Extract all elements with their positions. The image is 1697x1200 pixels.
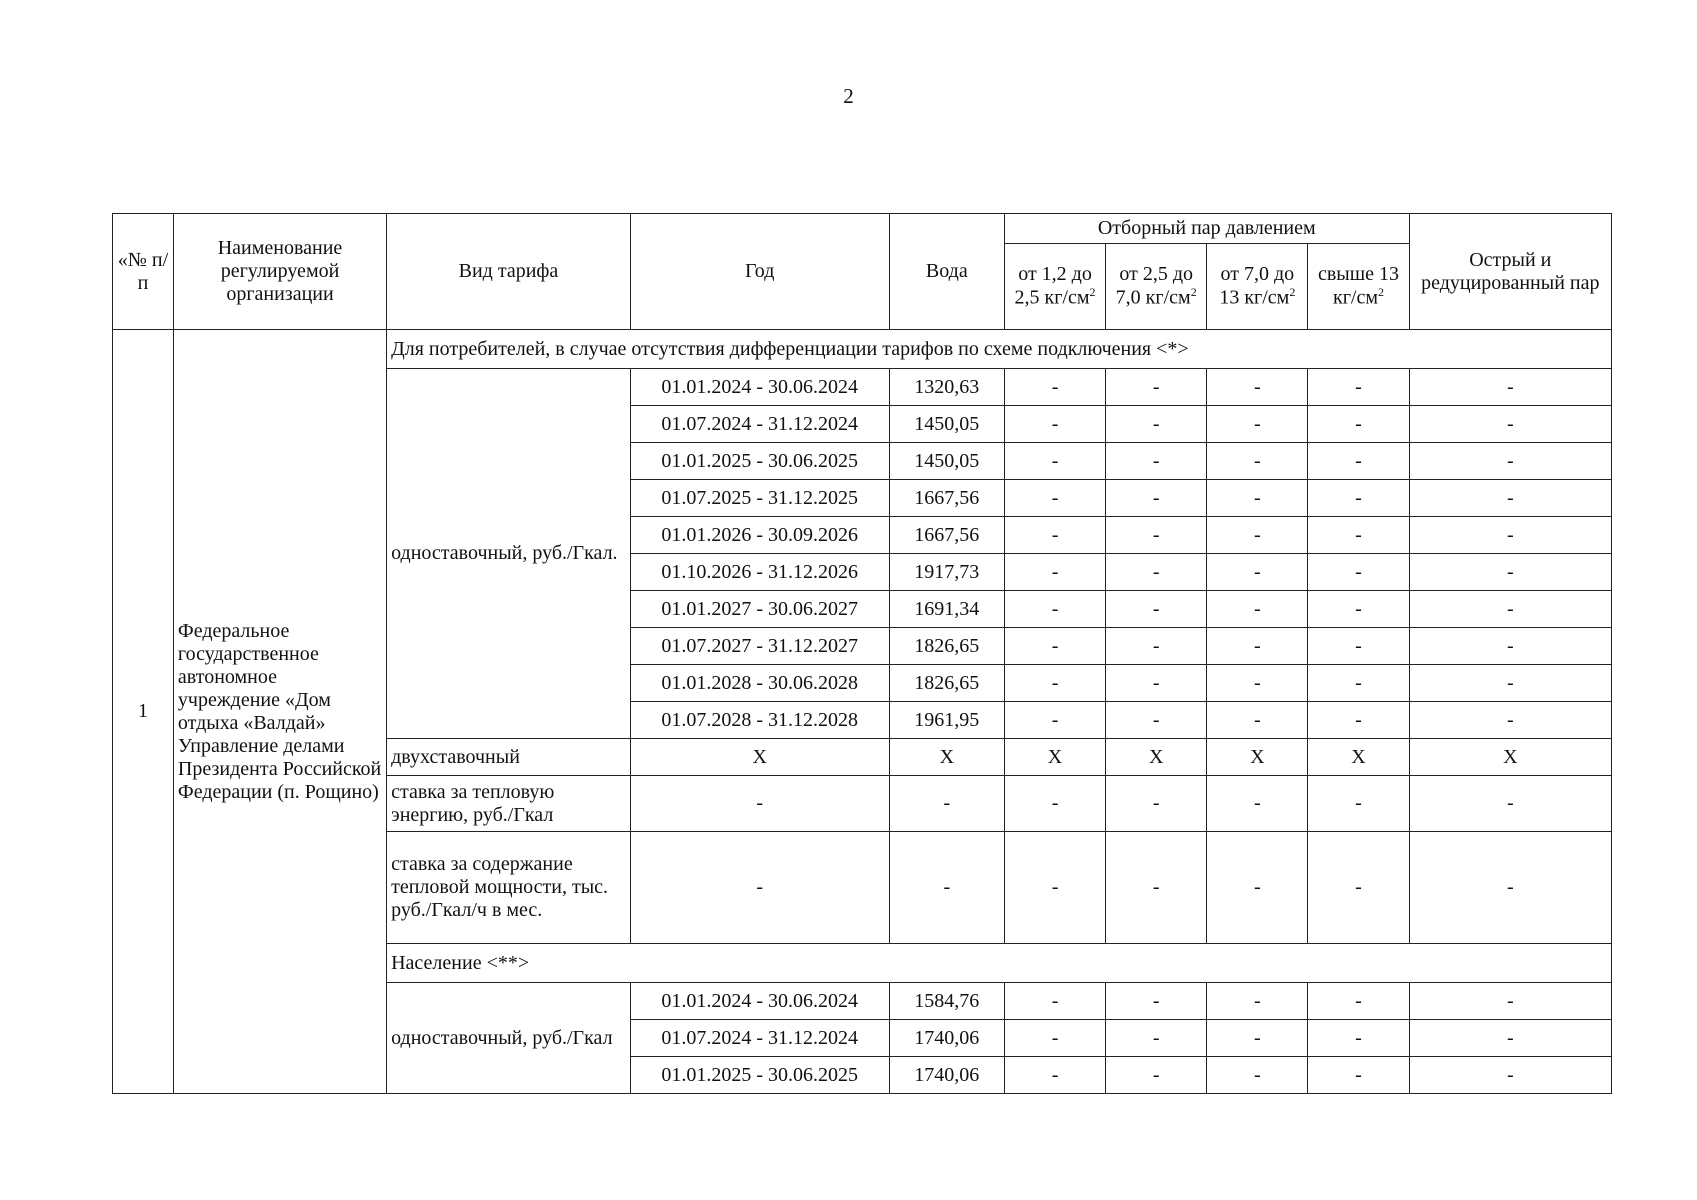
- period-cell: 01.01.2025 - 30.06.2025: [630, 1057, 889, 1094]
- cell-pressure-1: -: [1004, 1057, 1105, 1094]
- cell-pressure-1: -: [1004, 983, 1105, 1020]
- cell-pressure-1: -: [1004, 1020, 1105, 1057]
- period-cell: 01.01.2028 - 30.06.2028: [630, 665, 889, 702]
- cell-pressure-4: -: [1308, 406, 1409, 443]
- cell-sharp-steam: -: [1409, 983, 1611, 1020]
- cell-pressure-1: -: [1004, 665, 1105, 702]
- header-number: «№ п/п: [113, 214, 174, 330]
- water-value: 1667,56: [889, 480, 1004, 517]
- cell-pressure-4: -: [1308, 776, 1409, 832]
- cell-sharp-steam: -: [1409, 517, 1611, 554]
- cell-pressure-2: -: [1106, 554, 1207, 591]
- table-row: [113, 330, 1612, 369]
- x-mark: X: [1308, 739, 1409, 776]
- cell-pressure-4: -: [1308, 665, 1409, 702]
- cell-sharp-steam: -: [1409, 702, 1611, 739]
- cell-pressure-3: -: [1207, 480, 1308, 517]
- water-value: 1450,05: [889, 406, 1004, 443]
- period-cell: 01.07.2024 - 31.12.2024: [630, 1020, 889, 1057]
- cell-sharp-steam: -: [1409, 591, 1611, 628]
- period-cell: 01.01.2026 - 30.09.2026: [630, 517, 889, 554]
- cell-pressure-4: -: [1308, 443, 1409, 480]
- cell-pressure-4: -: [1308, 832, 1409, 944]
- cell-sharp-steam: -: [1409, 832, 1611, 944]
- water-value: 1961,95: [889, 702, 1004, 739]
- cell-pressure-3: -: [1207, 776, 1308, 832]
- cell-pressure-4: -: [1308, 554, 1409, 591]
- x-mark: X: [1106, 739, 1207, 776]
- cell-sharp-steam: -: [1409, 443, 1611, 480]
- cell-pressure-2: -: [1106, 665, 1207, 702]
- period-cell: 01.01.2027 - 30.06.2027: [630, 591, 889, 628]
- cell-pressure-2: -: [1106, 517, 1207, 554]
- cell-water: -: [889, 776, 1004, 832]
- period-cell: 01.01.2024 - 30.06.2024: [630, 369, 889, 406]
- header-steam-group: Отборный пар давлением: [1004, 214, 1409, 244]
- cell-pressure-1: -: [1004, 480, 1105, 517]
- cell-period: -: [630, 832, 889, 944]
- water-value: 1584,76: [889, 983, 1004, 1020]
- period-cell: 01.07.2028 - 31.12.2028: [630, 702, 889, 739]
- water-value: 1740,06: [889, 1020, 1004, 1057]
- header-tariff-type: Вид тарифа: [387, 214, 631, 330]
- cell-pressure-4: -: [1308, 1057, 1409, 1094]
- period-cell: 01.10.2026 - 31.12.2026: [630, 554, 889, 591]
- cell-pressure-3: -: [1207, 1020, 1308, 1057]
- cell-pressure-2: -: [1106, 832, 1207, 944]
- tariff-single-rate: одноставочный, руб./Гкал.: [387, 369, 631, 739]
- cell-pressure-3: -: [1207, 628, 1308, 665]
- cell-pressure-2: -: [1106, 369, 1207, 406]
- cell-pressure-4: -: [1308, 628, 1409, 665]
- water-value: 1320,63: [889, 369, 1004, 406]
- cell-pressure-2: -: [1106, 702, 1207, 739]
- cell-pressure-2: -: [1106, 628, 1207, 665]
- tariff-two-rate: двухставочный: [387, 739, 631, 776]
- header-pressure-3: от 7,0 до 13 $кг/см^2$: [1207, 244, 1308, 330]
- water-value: 1691,34: [889, 591, 1004, 628]
- cell-pressure-1: -: [1004, 443, 1105, 480]
- x-mark: X: [1207, 739, 1308, 776]
- cell-pressure-3: -: [1207, 665, 1308, 702]
- header-year: Год: [630, 214, 889, 330]
- period-cell: 01.07.2027 - 31.12.2027: [630, 628, 889, 665]
- cell-sharp-steam: -: [1409, 480, 1611, 517]
- cell-pressure-4: -: [1308, 369, 1409, 406]
- cell-sharp-steam: -: [1409, 369, 1611, 406]
- cell-pressure-2: -: [1106, 443, 1207, 480]
- period-cell: 01.07.2025 - 31.12.2025: [630, 480, 889, 517]
- cell-pressure-1: -: [1004, 517, 1105, 554]
- header-sharp-steam: Острый и редуцированный пар: [1409, 214, 1611, 330]
- water-value: 1740,06: [889, 1057, 1004, 1094]
- water-value: 1450,05: [889, 443, 1004, 480]
- cell-pressure-4: -: [1308, 480, 1409, 517]
- x-mark: X: [889, 739, 1004, 776]
- cell-pressure-1: -: [1004, 702, 1105, 739]
- cell-pressure-3: -: [1207, 702, 1308, 739]
- tariff-heat-rate: ставка за тепловую энергию, руб./Гкал: [387, 776, 631, 832]
- section-title: Для потребителей, в случае отсутствия дифференциации тарифов по схеме подключения <*>: [387, 330, 1612, 369]
- cell-pressure-2: -: [1106, 591, 1207, 628]
- water-value: 1826,65: [889, 665, 1004, 702]
- period-cell: 01.01.2025 - 30.06.2025: [630, 443, 889, 480]
- cell-pressure-3: -: [1207, 591, 1308, 628]
- header-organization: Наименование регулируемой организации: [173, 214, 386, 330]
- cell-pressure-1: -: [1004, 832, 1105, 944]
- cell-sharp-steam: -: [1409, 1057, 1611, 1094]
- cell-water: -: [889, 832, 1004, 944]
- cell-pressure-2: -: [1106, 776, 1207, 832]
- water-value: 1917,73: [889, 554, 1004, 591]
- cell-pressure-3: -: [1207, 983, 1308, 1020]
- cell-pressure-3: -: [1207, 406, 1308, 443]
- row-index: 1: [113, 330, 174, 1094]
- header-pressure-1: от 1,2 до 2,5 $кг/см^2$: [1004, 244, 1105, 330]
- section-title: Население <**>: [387, 944, 1612, 983]
- x-mark: X: [1004, 739, 1105, 776]
- cell-pressure-2: -: [1106, 1057, 1207, 1094]
- cell-pressure-4: -: [1308, 702, 1409, 739]
- cell-pressure-2: -: [1106, 1020, 1207, 1057]
- cell-pressure-4: -: [1308, 1020, 1409, 1057]
- cell-pressure-1: -: [1004, 591, 1105, 628]
- cell-pressure-4: -: [1308, 517, 1409, 554]
- cell-pressure-1: -: [1004, 776, 1105, 832]
- cell-sharp-steam: -: [1409, 628, 1611, 665]
- cell-sharp-steam: -: [1409, 554, 1611, 591]
- tariff-single-rate-population: одноставочный, руб./Гкал: [387, 983, 631, 1094]
- organization-name: Федеральное государственное автономное учреждение «Дом отдыха «Валдай» Управление делами Президента Российской Федерации (п. Рощино): [173, 330, 386, 1094]
- cell-pressure-2: -: [1106, 480, 1207, 517]
- cell-pressure-3: -: [1207, 369, 1308, 406]
- cell-pressure-1: -: [1004, 628, 1105, 665]
- x-mark: X: [1409, 739, 1611, 776]
- cell-pressure-2: -: [1106, 406, 1207, 443]
- header-pressure-4: свыше 13 $кг/см^2$: [1308, 244, 1409, 330]
- tariff-capacity-rate: ставка за содержание тепловой мощности, тыс. руб./Гкал/ч в мес.: [387, 832, 631, 944]
- cell-sharp-steam: -: [1409, 665, 1611, 702]
- cell-pressure-3: -: [1207, 554, 1308, 591]
- cell-pressure-4: -: [1308, 983, 1409, 1020]
- cell-pressure-2: -: [1106, 983, 1207, 1020]
- x-mark: X: [630, 739, 889, 776]
- tariff-table: [112, 213, 1612, 1094]
- cell-sharp-steam: -: [1409, 776, 1611, 832]
- water-value: 1667,56: [889, 517, 1004, 554]
- cell-pressure-3: -: [1207, 1057, 1308, 1094]
- water-value: 1826,65: [889, 628, 1004, 665]
- header-water: Вода: [889, 214, 1004, 330]
- cell-pressure-3: -: [1207, 443, 1308, 480]
- cell-pressure-1: -: [1004, 554, 1105, 591]
- cell-pressure-1: -: [1004, 406, 1105, 443]
- cell-sharp-steam: -: [1409, 406, 1611, 443]
- cell-pressure-3: -: [1207, 517, 1308, 554]
- header-pressure-2: от 2,5 до 7,0 $кг/см^2$: [1106, 244, 1207, 330]
- cell-pressure-1: -: [1004, 369, 1105, 406]
- page-number: 2: [843, 84, 854, 108]
- period-cell: 01.01.2024 - 30.06.2024: [630, 983, 889, 1020]
- period-cell: 01.07.2024 - 31.12.2024: [630, 406, 889, 443]
- cell-pressure-3: -: [1207, 832, 1308, 944]
- cell-period: -: [630, 776, 889, 832]
- cell-sharp-steam: -: [1409, 1020, 1611, 1057]
- cell-pressure-4: -: [1308, 591, 1409, 628]
